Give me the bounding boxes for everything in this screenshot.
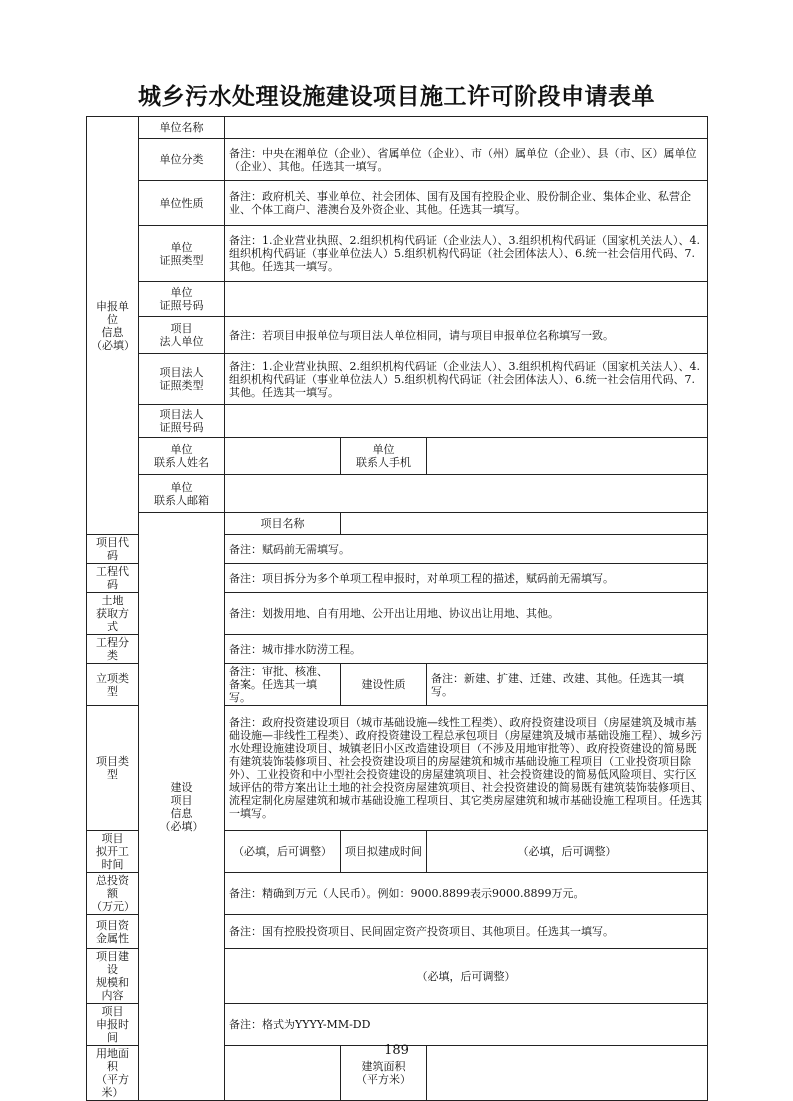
row-contact-email [87,475,708,513]
end-time-label: 项目拟建成时间 [341,831,427,873]
project-name-label: 项目名称 [225,513,341,535]
unit-category-label: 单位分类 [139,139,225,181]
apply-time-note[interactable]: 备注：格式为YYYY-MM-DD [225,1004,708,1046]
contact-phone-field[interactable] [427,438,708,475]
unit-cert-no-field[interactable] [225,282,708,317]
row-unit-category [87,139,708,181]
approval-type-note[interactable]: 备注：审批、核准、备案。任选其一填写。 [225,664,341,706]
page-title: 城乡污水处理设施建设项目施工许可阶段申请表单 [138,84,655,110]
proj-type-note[interactable]: 备注：政府投资建设项目（城市基础设施—线性工程类）、政府投资建设项目（房屋建筑及城市基础设施—非线性工程类）、政府投资建设工程总承包项目（房屋建筑及城市基础设施工程）、城乡污水处理设施建设项目、城镇老旧小区改造建设项目（不涉及用地审批等）、政府投资建设的简易既有建筑装饰装修项目、社会投资建设项目的房屋建筑和城市基础设施工程项目（工业投资项目除外）、工业投资和中小型社会投资建设的房屋建筑项目、社会投资建设的简易低风险项目、实行区域评估的带方案出让土地的社会投资房屋建筑项目、社会投资建设的简易既有建筑装饰装修项目、流程定制化房屋建筑和城市基础设施工程项目、其它类房屋建筑和城市基础设施工程项目。任选其一填写。 [225,706,708,831]
land-method-label: 土地 获取方式 [87,593,139,635]
scale-field[interactable]: （必填，后可调整） [225,949,708,1004]
build-nature-note[interactable]: 备注：新建、扩建、迁建、改建、其他。任选其一填写。 [427,664,708,706]
section-applicant: 申报单位 信息 （必填） [87,117,139,535]
apply-time-label: 项目 申报时间 [87,1004,139,1046]
row-project-name [87,513,708,535]
row-contact [87,438,708,475]
proj-type-label: 项目类型 [87,706,139,831]
row-unit-nature [87,181,708,226]
unit-name-field[interactable] [225,117,708,139]
row-unit-name [87,117,708,139]
unit-nature-note[interactable]: 备注：政府机关、事业单位、社会团体、国有及国有控股企业、股份制企业、集体企业、私营企业、个体工商户、港澳台及外资企业、其他。任选其一填写。 [225,181,708,226]
row-legal-cert-type [87,354,708,405]
contact-phone-label: 单位 联系人手机 [341,438,427,475]
unit-cert-type-label: 单位 证照类型 [139,226,225,282]
eng-category-note[interactable]: 备注：城市排水防涝工程。 [225,635,708,664]
legal-cert-type-note[interactable]: 备注：1.企业营业执照、2.组织机构代码证（企业法人）、3.组织机构代码证（国家机关法人）、4.组织机构代码证（事业单位法人）5.组织机构代码证（社会团体法人）、6.统一社会信用代码、7.其他。任选其一填写。 [225,354,708,405]
build-nature-label: 建设性质 [341,664,427,706]
investment-note[interactable]: 备注：精确到万元（人民币）。例如：9000.8899表示9000.8899万元。 [225,873,708,915]
build-area-label: 建筑面积 （平方米） [341,1046,427,1101]
unit-cert-type-note[interactable]: 备注：1.企业营业执照、2.组织机构代码证（企业法人）、3.组织机构代码证（国家机关法人）、4.组织机构代码证（事业单位法人）5.组织机构代码证（社会团体法人）、6.统一社会信用代码、7.其他。任选其一填写。 [225,226,708,282]
unit-name-label: 单位名称 [139,117,225,139]
start-time-field[interactable]: （必填，后可调整） [225,831,341,873]
eng-category-label: 工程分类 [87,635,139,664]
project-name-field[interactable] [341,513,708,535]
project-code-label: 项目代码 [87,535,139,564]
end-time-field[interactable]: （必填，后可调整） [427,831,708,873]
application-form-table [86,116,708,1101]
row-unit-cert-no [87,282,708,317]
legal-cert-no-label: 项目法人 证照号码 [139,405,225,438]
investment-label: 总投资额 （万元） [87,873,139,915]
page-number: 189 [384,1043,409,1058]
land-area-label: 用地面积 （平方米） [87,1046,139,1101]
unit-category-note[interactable]: 备注：中央在湘单位（企业）、省属单位（企业）、市（州）属单位（企业）、县（市、区）属单位（企业）、其他。任选其一填写。 [225,139,708,181]
row-unit-cert-type [87,226,708,282]
project-code-note[interactable]: 备注：赋码前无需填写。 [225,535,708,564]
legal-cert-type-label: 项目法人 证照类型 [139,354,225,405]
eng-code-note[interactable]: 备注：项目拆分为多个单项工程申报时，对单项工程的描述，赋码前无需填写。 [225,564,708,593]
land-method-note[interactable]: 备注：划拨用地、自有用地、公开出让用地、协议出让用地、其他。 [225,593,708,635]
fund-attr-note[interactable]: 备注：国有控股投资项目、民间固定资产投资项目、其他项目。任选其一填写。 [225,915,708,949]
eng-code-label: 工程代码 [87,564,139,593]
contact-name-label: 单位 联系人姓名 [139,438,225,475]
section-project: 建设 项目 信息 （必填） [139,513,225,1101]
contact-email-field[interactable] [225,475,708,513]
unit-nature-label: 单位性质 [139,181,225,226]
scale-label: 项目建设 规模和内容 [87,949,139,1004]
row-legal-unit [87,317,708,354]
fund-attr-label: 项目资金属性 [87,915,139,949]
contact-email-label: 单位 联系人邮箱 [139,475,225,513]
unit-cert-no-label: 单位 证照号码 [139,282,225,317]
row-legal-cert-no [87,405,708,438]
contact-name-field[interactable] [225,438,341,475]
legal-cert-no-field[interactable] [225,405,708,438]
approval-type-label: 立项类型 [87,664,139,706]
legal-unit-label: 项目 法人单位 [139,317,225,354]
start-time-label: 项目 拟开工时间 [87,831,139,873]
legal-unit-note[interactable]: 备注：若项目申报单位与项目法人单位相同，请与项目申报单位名称填写一致。 [225,317,708,354]
